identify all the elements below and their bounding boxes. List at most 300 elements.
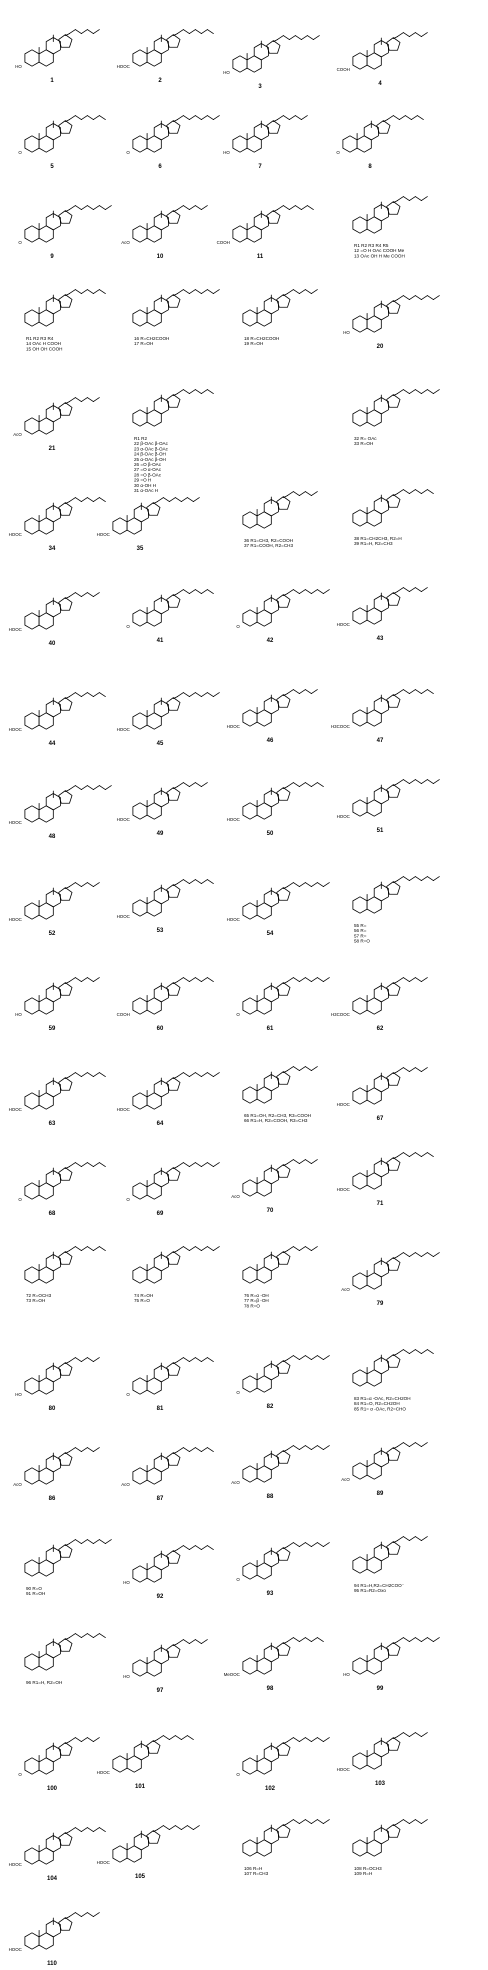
substituent-label: HO <box>123 1674 130 1680</box>
substituent-label: HOOC <box>8 1107 22 1113</box>
ring-d <box>277 888 290 901</box>
side-chain-bond <box>183 1163 189 1167</box>
substituent-label: MeOOC <box>223 1672 240 1678</box>
ring-d <box>59 121 72 134</box>
side-chain-bond <box>305 783 311 787</box>
ring-d <box>147 1741 160 1754</box>
side-chain-bond <box>409 490 415 494</box>
ring-a <box>353 710 367 726</box>
side-chain-bond <box>293 1820 299 1824</box>
side-chain-bond <box>287 690 293 694</box>
substituent-label: HOOC <box>8 820 22 826</box>
skeleton <box>133 783 207 820</box>
ring-d <box>387 983 400 996</box>
skeleton <box>243 1247 317 1284</box>
side-chain-bond <box>433 1253 439 1257</box>
side-chain-bond <box>81 978 87 982</box>
compound-number: 99 <box>376 1686 384 1692</box>
ring-d <box>387 202 400 215</box>
compound-number: 1 <box>50 78 54 84</box>
ring-d <box>167 698 180 711</box>
side-chain-bond <box>427 1153 433 1157</box>
side-chain-bond <box>81 1634 87 1638</box>
side-chain-bond <box>177 978 183 982</box>
skeleton <box>25 1247 105 1284</box>
substituent-label: AcO <box>341 1477 350 1483</box>
side-chain-bond <box>93 1634 99 1638</box>
ring-d <box>277 1451 290 1464</box>
side-chain-bond <box>299 590 305 594</box>
ring-a <box>133 410 147 426</box>
compound-number: 110 <box>47 1961 57 1967</box>
side-chain-bond <box>427 1638 433 1642</box>
ring-a <box>353 1088 367 1104</box>
side-chain-bond <box>397 197 403 201</box>
side-chain-bond <box>189 290 195 294</box>
side-chain-bond <box>293 1543 299 1547</box>
side-chain-bond <box>105 786 111 790</box>
side-chain-bond <box>75 116 81 120</box>
side-chain-bond <box>195 783 201 787</box>
ring-a <box>243 1267 257 1283</box>
side-chain-bond <box>177 206 183 210</box>
side-chain-bond <box>415 1733 421 1737</box>
ring-a <box>133 310 147 326</box>
side-chain-bond <box>177 1546 183 1550</box>
series-table-row: R1 R2 <box>134 436 148 441</box>
side-chain-bond <box>299 1067 305 1071</box>
side-chain-bond <box>299 1638 305 1642</box>
skeleton <box>25 1163 105 1200</box>
substituent-label: COOH <box>336 67 350 73</box>
ring-a <box>243 310 257 326</box>
skeleton <box>133 693 219 730</box>
side-chain-bond <box>183 1546 189 1550</box>
ring-d <box>167 121 180 134</box>
side-chain-bond <box>189 1546 195 1550</box>
substituent-label: O <box>18 1197 22 1203</box>
series-table-row: 90 R=O <box>26 1586 42 1591</box>
side-chain-bond <box>175 1736 181 1740</box>
series-table-row: 37 R1=COOH, R2=CH3 <box>244 543 294 549</box>
compound-number: 34 <box>48 546 56 552</box>
ring-d <box>167 1363 180 1376</box>
side-chain-bond <box>299 883 305 887</box>
side-chain-bond <box>403 780 409 784</box>
side-chain-bond <box>311 1738 317 1742</box>
side-chain-bond <box>421 1443 427 1447</box>
skeleton <box>243 290 317 327</box>
side-chain-bond <box>87 1634 93 1638</box>
series-table-row: 83 R1=α -OAc, R2=CH2OH <box>354 1396 411 1401</box>
skeleton <box>25 290 105 327</box>
skeleton <box>353 877 439 914</box>
side-chain-bond <box>409 1443 415 1447</box>
ring-d <box>167 35 180 48</box>
skeleton <box>25 1634 105 1671</box>
side-chain-bond <box>299 1738 305 1742</box>
compound-number: 35 <box>136 546 144 552</box>
ring-d <box>167 1645 180 1658</box>
side-chain-bond <box>317 1820 323 1824</box>
substituent-label: AcO <box>121 240 130 246</box>
series-table-row: 58 R=O <box>354 938 370 944</box>
side-chain-bond <box>183 390 189 394</box>
side-chain-bond <box>157 498 163 502</box>
side-chain-bond <box>207 390 213 394</box>
ring-a <box>25 518 39 534</box>
side-chain-bond <box>409 877 415 881</box>
skeleton <box>353 197 427 234</box>
ring-a <box>353 53 367 69</box>
side-chain-bond <box>189 590 195 594</box>
compound-number: 4 <box>378 81 382 87</box>
skeleton <box>353 1638 439 1675</box>
compound-number: 68 <box>48 1211 56 1217</box>
compound-number: 60 <box>156 1026 164 1032</box>
side-chain-bond <box>311 690 317 694</box>
substituent-label: HOOC <box>336 814 350 820</box>
skeleton <box>133 206 207 243</box>
ring-a <box>353 1753 367 1769</box>
compound-number: 46 <box>266 738 274 744</box>
side-chain-bond <box>195 1448 201 1452</box>
side-chain-bond <box>69 30 75 34</box>
side-chain-bond <box>189 1073 195 1077</box>
ring-d <box>387 1542 400 1555</box>
ring-d <box>59 888 72 901</box>
side-chain-bond <box>157 1826 163 1830</box>
side-chain-bond <box>277 206 283 210</box>
side-chain-bond <box>201 1640 207 1644</box>
substituent-label: HOOC <box>116 817 130 823</box>
side-chain-bond <box>403 1443 409 1447</box>
side-chain-bond <box>397 296 403 300</box>
series-table-row: 27 =O α-OAc <box>134 467 162 473</box>
substituent-label: O <box>236 1577 240 1583</box>
side-chain-bond <box>427 1350 433 1354</box>
series-table-row: 23 α-OAc β-OAc <box>134 446 168 452</box>
ring-a <box>113 1756 127 1772</box>
side-chain-bond <box>93 1913 99 1917</box>
ring-d <box>277 595 290 608</box>
skeleton <box>133 1247 219 1284</box>
skeleton <box>25 1828 105 1865</box>
side-chain-bond <box>433 877 439 881</box>
skeleton <box>353 690 433 727</box>
series-table-row: 22 β-OAc β-OAc <box>134 441 168 447</box>
side-chain-bond <box>207 116 213 120</box>
ring-a <box>353 1273 367 1289</box>
side-chain-bond <box>301 36 307 40</box>
ring-d <box>59 1545 72 1558</box>
side-chain-bond <box>427 390 433 394</box>
side-chain-bond <box>415 1350 421 1354</box>
compound-number: 8 <box>368 164 372 170</box>
ring-d <box>59 983 72 996</box>
side-chain-bond <box>69 116 75 120</box>
side-chain-bond <box>415 877 421 881</box>
side-chain-bond <box>317 1543 323 1547</box>
side-chain-bond <box>287 1067 293 1071</box>
side-chain-bond <box>421 1638 427 1642</box>
side-chain-bond <box>409 690 415 694</box>
side-chain-bond <box>409 1638 415 1642</box>
substituent-label: HOOC <box>336 1187 350 1193</box>
ring-a <box>133 50 147 66</box>
compound-number: 69 <box>156 1211 164 1217</box>
side-chain-bond <box>283 206 289 210</box>
side-chain-bond <box>169 498 175 502</box>
side-chain-bond <box>93 1358 99 1362</box>
ring-d <box>167 1252 180 1265</box>
side-chain-bond <box>99 116 105 120</box>
compound-number: 80 <box>48 1406 56 1412</box>
side-chain-bond <box>409 390 415 394</box>
skeleton <box>243 1638 323 1675</box>
ring-a <box>25 50 39 66</box>
skeleton <box>243 1446 329 1483</box>
side-chain-bond <box>289 36 295 40</box>
side-chain-bond <box>305 1247 311 1251</box>
side-chain-bond <box>175 1826 181 1830</box>
substituent-label: O <box>236 1390 240 1396</box>
compound-number: 100 <box>46 1786 58 1792</box>
substituent-label: HOOC <box>116 727 130 733</box>
side-chain-bond <box>293 290 299 294</box>
side-chain-bond <box>189 978 195 982</box>
ring-d <box>167 1453 180 1466</box>
side-chain-bond <box>287 978 293 982</box>
side-chain-bond <box>93 1828 99 1832</box>
side-chain-bond <box>93 1073 99 1077</box>
side-chain-bond <box>213 693 219 697</box>
series-table-row: 26 =O β-OAc <box>134 462 162 467</box>
side-chain-bond <box>403 1153 409 1157</box>
side-chain-bond <box>305 1738 311 1742</box>
side-chain-bond <box>193 498 199 502</box>
side-chain-bond <box>93 1540 99 1544</box>
side-chain-bond <box>393 116 399 120</box>
side-chain-bond <box>177 290 183 294</box>
skeleton <box>133 290 219 327</box>
compound-number: 5 <box>50 164 54 170</box>
side-chain-bond <box>403 197 409 201</box>
series-table-row: 32 R= OAc <box>354 436 377 441</box>
side-chain-bond <box>287 492 293 496</box>
side-chain-bond <box>421 1253 427 1257</box>
side-chain-bond <box>183 1640 189 1644</box>
side-chain-bond <box>387 116 393 120</box>
side-chain-bond <box>311 1067 317 1071</box>
side-chain-bond <box>75 206 81 210</box>
ring-a <box>25 1654 39 1670</box>
ring-d <box>167 211 180 224</box>
series-table-row: 76 R=α -OH <box>244 1293 269 1298</box>
compound-number: 79 <box>376 1301 384 1307</box>
ring-d <box>387 301 400 314</box>
side-chain-bond <box>323 1446 329 1450</box>
side-chain-bond <box>397 1443 403 1447</box>
side-chain-bond <box>421 1537 427 1541</box>
side-chain-bond <box>189 206 195 210</box>
skeleton <box>243 590 329 627</box>
series-table-row: 94 R1=H,R2=CH2COO⁻ <box>354 1583 405 1588</box>
compound-number: 70 <box>266 1208 274 1214</box>
ring-d <box>59 1639 72 1652</box>
side-chain-bond <box>421 33 427 37</box>
side-chain-bond <box>183 1358 189 1362</box>
side-chain-bond <box>87 1247 93 1251</box>
ring-d <box>59 1743 72 1756</box>
ring-a <box>353 998 367 1014</box>
side-chain-bond <box>69 398 75 402</box>
side-chain-bond <box>177 590 183 594</box>
series-table-row: 18 R=CH2COOH <box>244 336 280 341</box>
side-chain-bond <box>295 206 301 210</box>
skeleton <box>133 978 213 1015</box>
side-chain-bond <box>323 590 329 594</box>
side-chain-bond <box>87 978 93 982</box>
side-chain-bond <box>415 490 421 494</box>
side-chain-bond <box>295 36 301 40</box>
side-chain-bond <box>293 1247 299 1251</box>
side-chain-bond <box>433 296 439 300</box>
side-chain-bond <box>311 883 317 887</box>
side-chain-bond <box>409 1820 415 1824</box>
side-chain-bond <box>427 780 433 784</box>
side-chain-bond <box>177 1358 183 1362</box>
ring-d <box>387 1355 400 1368</box>
side-chain-bond <box>177 1073 183 1077</box>
skeleton <box>25 1738 99 1775</box>
side-chain-bond <box>87 1738 93 1742</box>
substituent-label: HOOC <box>96 532 110 538</box>
side-chain-bond <box>183 30 189 34</box>
skeleton <box>243 1738 329 1775</box>
skeleton <box>243 1543 329 1580</box>
side-chain-bond <box>213 290 219 294</box>
side-chain-bond <box>289 206 295 210</box>
side-chain-bond <box>93 883 99 887</box>
side-chain-bond <box>415 197 421 201</box>
side-chain-bond <box>317 783 323 787</box>
ring-d <box>167 595 180 608</box>
side-chain-bond <box>427 690 433 694</box>
ring-a <box>25 1093 39 1109</box>
ring-d <box>377 121 390 134</box>
ring-a <box>133 1183 147 1199</box>
skeleton <box>25 116 105 153</box>
side-chain-bond <box>293 690 299 694</box>
substituent-label: HOOC <box>8 1862 22 1868</box>
side-chain-bond <box>311 1543 317 1547</box>
side-chain-bond <box>87 498 93 502</box>
compound-number: 6 <box>158 164 162 170</box>
side-chain-bond <box>415 1443 421 1447</box>
side-chain-bond <box>183 290 189 294</box>
skeleton <box>25 30 99 67</box>
ring-a <box>25 713 39 729</box>
ring-a <box>353 1463 367 1479</box>
side-chain-bond <box>409 1537 415 1541</box>
side-chain-bond <box>397 390 403 394</box>
series-table-row: 38 R1=CH2CH3, R2=H <box>354 536 402 541</box>
side-chain-bond <box>99 1540 105 1544</box>
ring-a <box>243 1376 257 1392</box>
side-chain-bond <box>397 1068 403 1072</box>
substituent-label: HOOC <box>116 1107 130 1113</box>
series-table-row: 39 R1=H, R2=CH3 <box>354 541 393 547</box>
compound-number: 7 <box>258 164 262 170</box>
ring-a <box>353 897 367 913</box>
side-chain-bond <box>421 1820 427 1824</box>
side-chain-bond <box>287 1446 293 1450</box>
side-chain-bond <box>69 1634 75 1638</box>
side-chain-bond <box>421 1068 427 1072</box>
series-table-row: 25 α-OAc β-OH <box>134 456 166 462</box>
side-chain-bond <box>183 1073 189 1077</box>
compound-number: 42 <box>266 638 274 644</box>
compound-number: 48 <box>48 834 56 840</box>
substituent-label: AcO <box>341 1287 350 1293</box>
side-chain-bond <box>427 296 433 300</box>
compound-number: 49 <box>156 831 164 837</box>
compound-number: 88 <box>266 1494 274 1500</box>
ring-a <box>133 900 147 916</box>
ring-d <box>59 1918 72 1931</box>
side-chain-bond <box>195 390 201 394</box>
series-table-row: 57 R= <box>354 933 367 939</box>
side-chain-bond <box>301 116 307 120</box>
side-chain-bond <box>409 1350 415 1354</box>
ring-d <box>277 497 290 510</box>
side-chain-bond <box>87 1540 93 1544</box>
compound-number: 10 <box>156 254 164 260</box>
side-chain-bond <box>207 1448 213 1452</box>
skeleton <box>25 1540 111 1577</box>
skeleton <box>25 1073 105 1110</box>
side-chain-bond <box>75 30 81 34</box>
substituent-label: COOH <box>116 1012 130 1018</box>
series-table-row: 29 =O H <box>134 477 152 483</box>
side-chain-bond <box>75 978 81 982</box>
ring-a <box>243 803 257 819</box>
series-table-row: 30 α-OH H <box>134 482 157 488</box>
substituent-label: HOOC <box>336 622 350 628</box>
ring-a <box>25 1468 39 1484</box>
ring-a <box>133 1267 147 1283</box>
side-chain-bond <box>81 1247 87 1251</box>
series-table-row: 96 R1=H, R2=OH <box>26 1680 63 1685</box>
compound-number: 86 <box>48 1496 56 1502</box>
skeleton <box>243 690 317 727</box>
side-chain-bond <box>295 116 301 120</box>
side-chain-bond <box>69 693 75 697</box>
compound-number: 21 <box>48 446 56 452</box>
compound-number: 40 <box>48 641 56 647</box>
side-chain-bond <box>99 1073 105 1077</box>
ring-d <box>59 503 72 516</box>
side-chain-bond <box>93 786 99 790</box>
side-chain-bond <box>75 1828 81 1832</box>
side-chain-bond <box>177 1163 183 1167</box>
substituent-label: HO <box>343 330 350 336</box>
side-chain-bond <box>415 1820 421 1824</box>
side-chain-bond <box>207 1546 213 1550</box>
ring-d <box>277 1252 290 1265</box>
skeleton <box>133 1448 213 1485</box>
